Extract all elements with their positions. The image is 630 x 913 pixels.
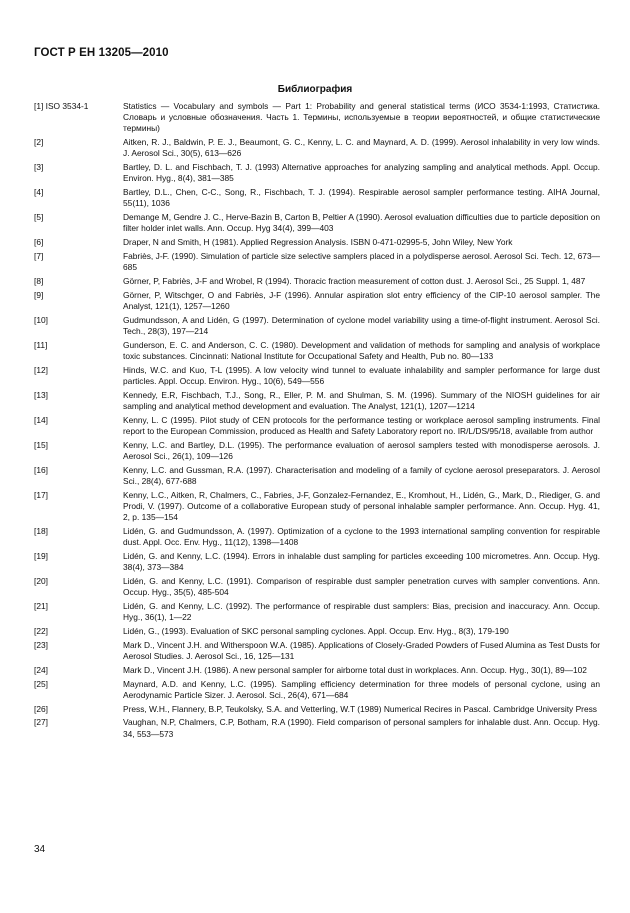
page-number: 34 xyxy=(34,844,46,855)
reference-text: Kennedy, E.R, Fischbach, T.J., Song, R., Eller, P. M. and Shulman, S. M. (1996). Summary of the NIOSH guidelines for air sampling and analytical method development and evaluation. The Analyst, 121(1), 1207—1214 xyxy=(123,389,600,411)
reference-text: Press, W.H., Flannery, B.P, Teukolsky, S.A. and Vetterling, W.T (1989) Numerical Recires in Pascal. Cambridge University Press xyxy=(123,703,597,714)
reference-number: [17] xyxy=(34,489,48,500)
reference-text: Kenny, L.C., Aitken, R, Chalmers, C., Fabries, J-F, Gonzalez-Fernandez, E., Kromhout, H., Lidén, G., Mark, D., Riediger, G. and Prodi, V. (1997). Outcome of a collaborative European study of personal inhalable sampler performance. Ann. Occup. Hyg. 41, 2, p. 135—154 xyxy=(123,489,600,523)
reference-item xyxy=(34,415,600,437)
reference-number: [4] xyxy=(34,187,44,198)
reference-number: [25] xyxy=(34,678,48,689)
reference-number: [12] xyxy=(34,364,48,375)
reference-item xyxy=(34,340,600,362)
reference-text: Aitken, R. J., Baldwin, P. E. J., Beaumont, G. C., Kenny, L. C. and Maynard, A. D. (1999). Aerosol inhalability in very low winds. J. Aerosol Sci., 30(5), 613—626 xyxy=(123,137,600,159)
reference-number: [23] xyxy=(34,639,48,650)
reference-number: [1] ISO 3534-1 xyxy=(34,101,89,111)
reference-number: [8] xyxy=(34,276,44,286)
reference-item xyxy=(34,704,600,715)
reference-item xyxy=(34,679,600,701)
reference-item xyxy=(34,237,600,248)
reference-text: Lidén, G. and Gudmundsson, A. (1997). Optimization of a cyclone to the 1993 international sampling convention for respirable dust. Appl. Occ. Env. Hyg., 11(12), 1398—1408 xyxy=(123,526,600,548)
reference-item xyxy=(34,490,600,524)
reference-item xyxy=(34,576,600,598)
reference-text: Bartley, D.L., Chen, C-C., Song, R., Fischbach, T. J. (1994). Respirable aerosol sampler performance testing. AIHA Journal, 55(11), 1036 xyxy=(123,187,600,209)
reference-item xyxy=(34,640,600,662)
reference-number: [14] xyxy=(34,414,48,425)
reference-number: [2] xyxy=(34,137,44,148)
reference-item xyxy=(34,365,600,387)
reference-number: [7] xyxy=(34,251,44,261)
bibliography-title: Библиография xyxy=(277,84,353,95)
reference-number: [18] xyxy=(34,526,48,536)
reference-item xyxy=(34,101,600,135)
reference-text: Demange M, Gendre J. C., Herve-Bazin B, Carton B, Peltier A (1990). Aerosol evaluation difficulties due to particle deposition on filter holder inlet walls. Ann. Occup. Hyg 34(4), 399—403 xyxy=(123,212,600,234)
reference-text: Görner, P, Fabriès, J-F and Wrobel, R (1994). Thoracic fraction measurement of cotton dust. J. Aerosol Sci., 25 Suppl. 1, 487 xyxy=(123,276,586,286)
reference-item xyxy=(34,187,600,209)
reference-number: [15] xyxy=(34,439,48,450)
reference-number: [5] xyxy=(34,212,44,223)
reference-text: Draper, N and Smith, H (1981). Applied Regression Analysis. ISBN 0-471-02995-5, John Wiley, New York xyxy=(123,237,513,248)
reference-item xyxy=(34,251,600,273)
reference-item xyxy=(34,137,600,159)
reference-text: Vaughan, N.P, Chalmers, C.P, Botham, R.A (1990). Field comparison of personal samplers for inhalable dust. Ann. Occup. Hyg. 34, 553—573 xyxy=(123,717,600,739)
reference-text: Statistics — Vocabulary and symbols — Part 1: Probability and general statistical terms (ИСО 3534-1:1993, Статистика. Словарь и условные обозначения. Часть 1. Термины, используемые в теории вероятностей, и общие статистические термины) xyxy=(123,101,600,134)
reference-text: Görner, P, Witschger, O and Fabriès, J-F (1996). Annular aspiration slot entry efficiency of the CIP-10 aerosol sampler. The Analyst, 121(1), 1257—1260 xyxy=(123,289,600,311)
reference-number: [21] xyxy=(34,601,48,611)
reference-text: Hinds, W.C. and Kuo, T-L (1995). A low velocity wind tunnel to evaluate inhalability and sampler performance for large dust particles. Appl. Occup. Environ. Hyg., 10(6), 549—556 xyxy=(123,364,600,386)
reference-item xyxy=(34,212,600,234)
reference-text: Lidén, G. and Kenny, L.C. (1992). The performance of respirable dust samplers: Bias, precision and inaccuracy. Ann. Occup. Hyg., 36(1), 1—22 xyxy=(123,601,600,623)
reference-item xyxy=(34,665,600,676)
reference-number: [3] xyxy=(34,162,44,173)
reference-text: Lidén, G. and Kenny, L.C. (1991). Comparison of respirable dust sampler penetration curves with sampler conventions. Ann. Occup. Hyg., 35(5), 485-504 xyxy=(123,576,600,598)
reference-text: Kenny, L.C. and Gussman, R.A. (1997). Characterisation and modeling of a family of cyclone aerosol preseparators. J. Aerosol Sci., 28(4), 677-688 xyxy=(123,464,600,486)
reference-text: Bartley, D. L. and Fischbach, T. J. (1993) Alternative approaches for analyzing sampling and analytical methods. Appl. Occup. Environ. Hyg., 8(4), 381—385 xyxy=(123,162,600,184)
reference-text: Mark D., Vincent J.H. and Witherspoon W.A. (1985). Applications of Closely-Graded Powders of Fused Alumina as Test Dusts for Aerosol Studies. J. Aerosol Sci., 16, 125—131 xyxy=(123,639,600,661)
reference-list xyxy=(34,101,600,742)
reference-item xyxy=(34,551,600,573)
reference-item xyxy=(34,601,600,623)
reference-item xyxy=(34,162,600,184)
reference-text: Mark D., Vincent J.H. (1986). A new personal sampler for airborne total dust in workplaces. Ann. Occup. Hyg., 30(1), 89—102 xyxy=(123,664,587,675)
reference-number: [6] xyxy=(34,237,44,248)
reference-text: Fabriès, J-F. (1990). Simulation of particle size selective samplers placed in a polydisperse aerosol. Aerosol Sci. Tech. 12, 673—685 xyxy=(123,251,600,273)
reference-item xyxy=(34,465,600,487)
reference-number: [16] xyxy=(34,464,48,475)
reference-number: [11] xyxy=(34,339,48,350)
reference-item xyxy=(34,717,600,739)
reference-item xyxy=(34,290,600,312)
reference-number: [9] xyxy=(34,289,44,300)
reference-number: [24] xyxy=(34,664,48,675)
reference-text: Maynard, A.D. and Kenny, L.C. (1995). Sampling efficiency determination for three models of personal cyclone, using an Aerodynamic Particle Sizer. J. Aerosol. Sci., 26(4), 671—684 xyxy=(123,678,600,700)
reference-text: Lidén, G., (1993). Evaluation of SKC personal sampling cyclones. Appl. Occup. Env. Hyg., 8(3), 179-190 xyxy=(123,626,509,636)
reference-item xyxy=(34,440,600,462)
reference-number: [13] xyxy=(34,389,48,400)
reference-number: [19] xyxy=(34,551,48,561)
reference-text: Lidén, G. and Kenny, L.C. (1994). Errors in inhalable dust sampling for particles exceeding 100 micrometres. Ann. Occup. Hyg. 38(4), 373—384 xyxy=(123,551,600,573)
reference-item xyxy=(34,526,600,548)
reference-item xyxy=(34,626,600,637)
reference-text: Gunderson, E. C. and Anderson, C. C. (1980). Development and validation of methods for sampling and analysis of workplace toxic substances. Cincinnati: National Institute for Occupational Safety and Health, Pub no. 80—133 xyxy=(123,339,600,361)
reference-number: [22] xyxy=(34,626,48,636)
reference-number: [10] xyxy=(34,314,48,325)
standard-designation: ГОСТ Р ЕН 13205—2010 xyxy=(34,47,169,59)
reference-number: [27] xyxy=(34,717,48,728)
reference-item xyxy=(34,276,600,287)
reference-item xyxy=(34,315,600,337)
reference-text: Gudmundsson, A and Lidén, G (1997). Determination of cyclone model variability using a time-of-flight instrument. Aerosol Sci. Tech., 28(3), 197—214 xyxy=(123,314,600,336)
reference-text: Kenny, L.C. and Bartley, D.L. (1995). The performance evaluation of aerosol samplers tested with monodisperse aerosols. J. Aerosol Sci., 26(1), 109—126 xyxy=(123,439,600,461)
reference-item xyxy=(34,390,600,412)
reference-number: [20] xyxy=(34,576,48,586)
reference-text: Kenny, L. C (1995). Pilot study of CEN protocols for the performance testing or workplace aerosol sampling instruments. Final report to the European Commission, produced as Health and Safety Laboratory report no. IR/L/DS/95/18, available from author xyxy=(123,414,600,436)
reference-number: [26] xyxy=(34,703,48,714)
